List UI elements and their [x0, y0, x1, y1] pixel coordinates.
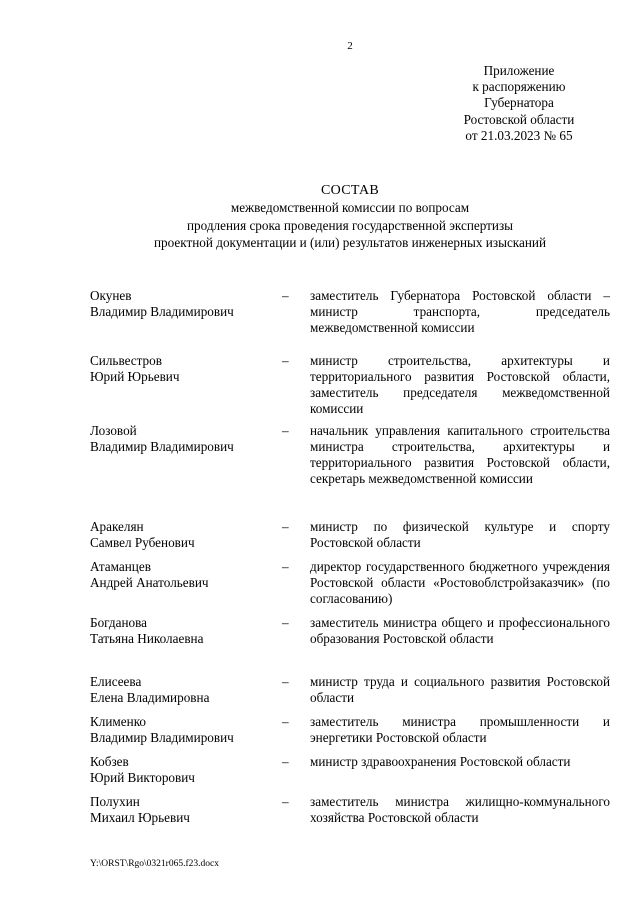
appendix-line: Приложение [483, 63, 555, 78]
member-given-name: Михаил Юрьевич [90, 810, 190, 825]
member-entry [90, 794, 610, 834]
member-given-name: Татьяна Николаевна [90, 631, 204, 646]
appendix-line: Губернатора [484, 95, 554, 111]
member-dash: – [282, 559, 289, 574]
member-entry [90, 615, 610, 674]
appendix-line: Ростовской области [463, 111, 575, 127]
member-given-name: Самвел Рубенович [90, 535, 195, 550]
member-surname: Сильвестров [90, 353, 162, 368]
member-name [90, 423, 280, 455]
member-role: начальник управления капитального строительства министра строительства, архитектуры и территориального развития Ростовской области, секретарь межведомственной комиссии [310, 423, 610, 486]
title-subline: межведомственной комиссии по вопросам [230, 200, 470, 215]
appendix-line: к распоряжению [472, 79, 566, 95]
member-dash: – [282, 615, 289, 630]
member-surname: Клименко [90, 714, 147, 729]
document-title [60, 182, 640, 252]
member-name [90, 674, 280, 706]
member-entry [90, 519, 610, 559]
member-name [90, 353, 280, 385]
member-surname: Богданова [90, 615, 148, 630]
member-dash: – [282, 674, 289, 689]
member-dash: – [282, 353, 289, 368]
member-name [90, 615, 280, 647]
member-name [90, 559, 280, 591]
member-dash: – [282, 794, 289, 809]
member-role: заместитель министра общего и профессионального образования Ростовской области [310, 615, 610, 646]
title-subline: проектной документации и (или) результатов инженерных изысканий [153, 235, 547, 250]
member-given-name: Елена Владимировна [90, 690, 210, 705]
member-given-name: Владимир Владимирович [90, 304, 234, 319]
member-role: директор государственного бюджетного учреждения Ростовской области «Ростовоблстройзаказчик» (по согласованию) [310, 559, 610, 606]
file-path-footer: Y:\ORST\Rgo\0321r065.f23.docx [90, 859, 219, 869]
member-name [90, 288, 280, 320]
title-main: СОСТАВ [320, 183, 380, 198]
member-surname: Атаманцев [90, 559, 151, 574]
member-dash: – [282, 754, 289, 769]
member-role: заместитель министра промышленности и энергетики Ростовской области [310, 714, 610, 745]
member-surname: Елисеева [90, 674, 142, 689]
title-subline: продления срока проведения государственной экспертизы [186, 217, 514, 233]
member-dash: – [282, 519, 289, 534]
member-role: заместитель Губернатора Ростовской области – министр транспорта, председатель межведомственной комиссии [310, 288, 610, 335]
member-given-name: Юрий Юрьевич [90, 369, 180, 384]
appendix-header [430, 63, 608, 144]
member-entry [90, 423, 610, 519]
member-dash: – [282, 714, 289, 729]
member-entry [90, 754, 610, 794]
member-dash: – [282, 423, 289, 438]
member-entry [90, 353, 610, 423]
member-entry [90, 559, 610, 615]
member-surname: Аракелян [90, 519, 144, 534]
member-surname: Полухин [90, 794, 140, 809]
member-surname: Лозовой [90, 423, 137, 438]
member-name [90, 714, 280, 746]
member-role: заместитель министра жилищно-коммунального хозяйства Ростовской области [310, 794, 610, 825]
member-entry [90, 714, 610, 754]
page-number: 2 [347, 40, 353, 52]
member-given-name: Юрий Викторович [90, 770, 195, 785]
appendix-line: от 21.03.2023 № 65 [465, 127, 573, 143]
member-name [90, 754, 280, 786]
member-surname: Окунев [90, 288, 132, 303]
member-given-name: Андрей Анатольевич [90, 575, 209, 590]
member-role: министр строительства, архитектуры и территориального развития Ростовской области, заместитель председателя межведомственной комиссии [310, 353, 610, 416]
members-list [90, 288, 610, 834]
member-role: министр труда и социального развития Ростовской области [310, 674, 610, 705]
member-entry [90, 288, 610, 353]
member-surname: Кобзев [90, 754, 129, 769]
member-name [90, 519, 280, 551]
member-entry [90, 674, 610, 714]
member-name [90, 794, 280, 826]
member-given-name: Владимир Владимирович [90, 730, 234, 745]
member-role: министр по физической культуре и спорту Ростовской области [310, 519, 610, 550]
member-dash: – [282, 288, 289, 303]
member-role: министр здравоохранения Ростовской области [310, 754, 571, 769]
member-given-name: Владимир Владимирович [90, 439, 234, 454]
